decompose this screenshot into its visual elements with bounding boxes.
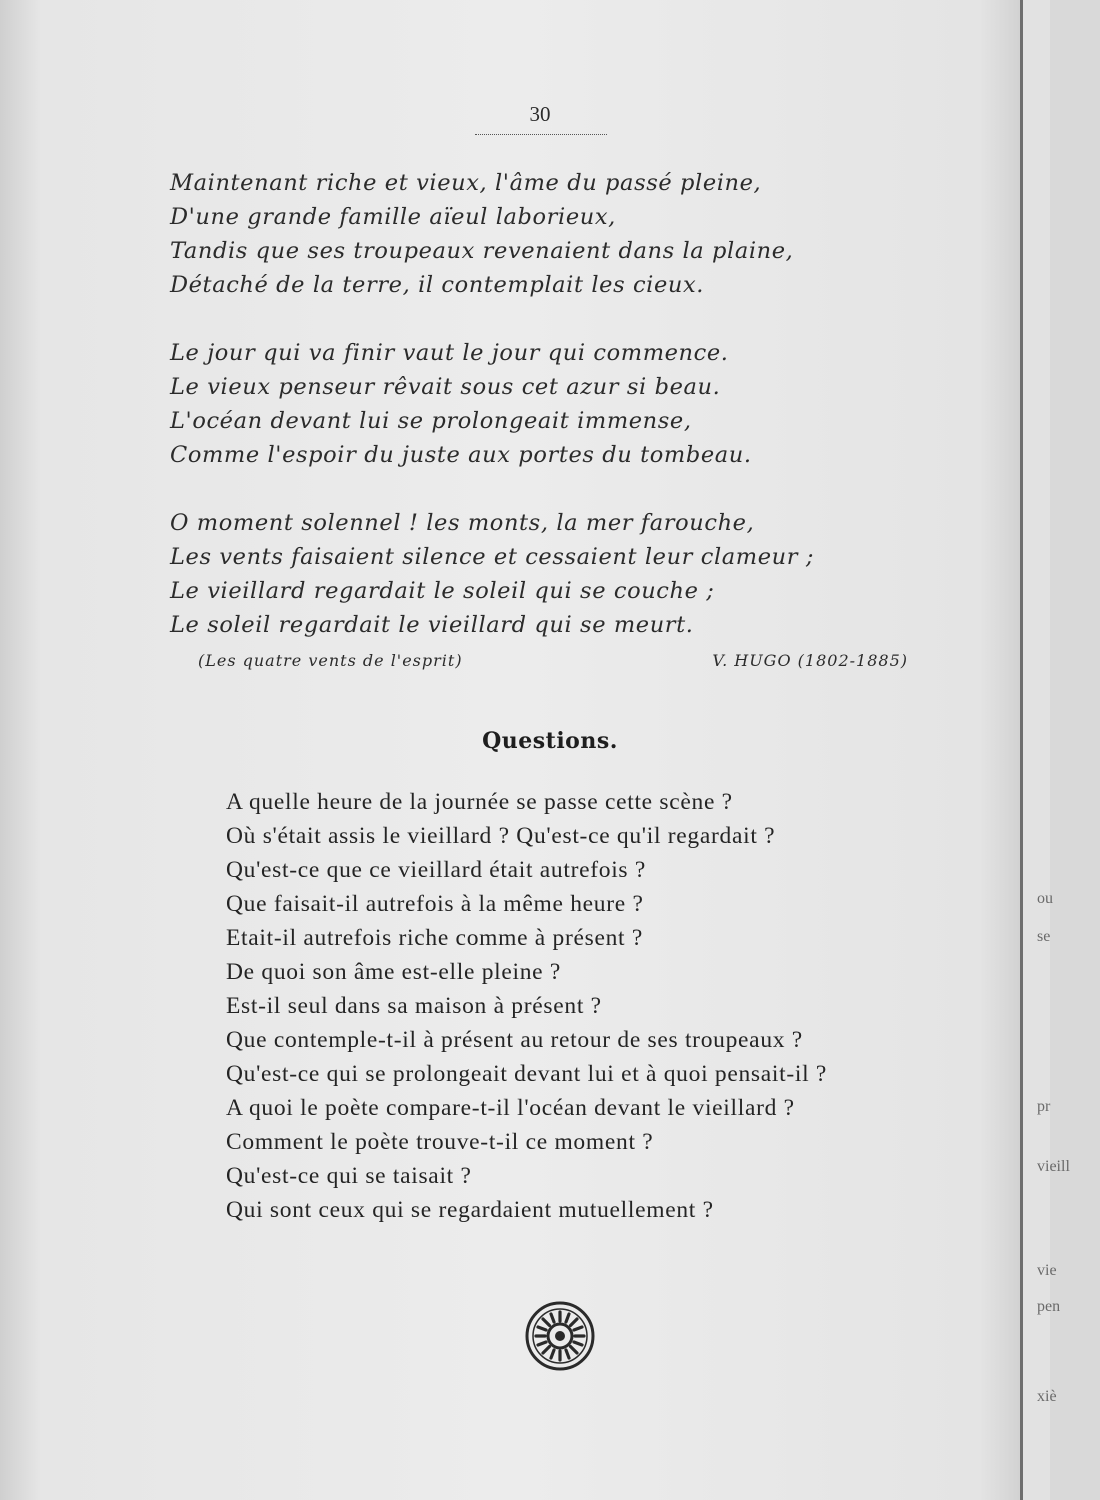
question-item: Etait-il autrefois riche comme à présent ? xyxy=(226,925,643,951)
question-item: Que contemple-t-il à présent au retour de ses troupeaux ? xyxy=(226,1027,803,1053)
questions-list xyxy=(180,785,940,1227)
verse-line: L'océan devant lui se prolongeait immense, xyxy=(170,408,692,434)
question-item: Que faisait-il autrefois à la même heure ? xyxy=(226,891,644,917)
verse-line: D'une grande famille aïeul laborieux, xyxy=(170,204,616,230)
stanza-2 xyxy=(170,336,930,472)
edge-text-fragment: vieill xyxy=(1037,1158,1070,1175)
stanza-1 xyxy=(170,166,930,302)
verse-line: Maintenant riche et vieux, l'âme du passé pleine, xyxy=(170,170,762,196)
edge-text-fragment: pr xyxy=(1037,1098,1051,1115)
stanza-3 xyxy=(170,506,930,642)
question-item: De quoi son âme est-elle pleine ? xyxy=(226,959,562,985)
edge-text-fragment: pen xyxy=(1037,1298,1061,1315)
question-item: Où s'était assis le vieillard ? Qu'est-ce qu'il regardait ? xyxy=(226,823,776,849)
author: V. HUGO (1802-1885) xyxy=(712,651,908,670)
edge-text-fragment: vie xyxy=(1037,1262,1057,1279)
verse-line: Tandis que ses troupeaux revenaient dans la plaine, xyxy=(170,238,794,264)
question-item: Est-il seul dans sa maison à présent ? xyxy=(226,993,602,1019)
rosette-ornament-icon xyxy=(524,1300,596,1372)
verse-line: Le vieux penseur rêvait sous cet azur si beau. xyxy=(170,374,721,400)
question-item: Comment le poète trouve-t-il ce moment ? xyxy=(226,1129,654,1155)
adjacent-page-edge xyxy=(1020,0,1070,1500)
question-item: Qui sont ceux qui se regardaient mutuellement ? xyxy=(226,1197,714,1223)
verse-line: O moment solennel ! les monts, la mer farouche, xyxy=(170,510,755,536)
page-number: 30 xyxy=(529,102,551,126)
edge-text-fragment: se xyxy=(1037,928,1051,945)
work-title: (Les quatre vents de l'esprit) xyxy=(198,651,463,670)
verse-line: Le soleil regardait le vieillard qui se meurt. xyxy=(170,612,694,638)
question-item: Qu'est-ce qui se prolongeait devant lui et à quoi pensait-il ? xyxy=(226,1061,828,1087)
poem xyxy=(170,166,930,676)
verse-line: Le vieillard regardait le soleil qui se couche ; xyxy=(170,578,715,604)
question-item: Qu'est-ce qui se taisait ? xyxy=(226,1163,472,1189)
questions-heading: Questions. xyxy=(482,728,618,754)
page-number-rule xyxy=(475,134,607,135)
question-item: Qu'est-ce que ce vieillard était autrefois ? xyxy=(226,857,646,883)
verse-line: Le jour qui va finir vaut le jour qui commence. xyxy=(170,340,729,366)
edge-text-fragment: xiè xyxy=(1037,1388,1057,1405)
verse-line: Détaché de la terre, il contemplait les cieux. xyxy=(170,272,705,298)
poem-attribution xyxy=(198,651,908,677)
verse-line: Comme l'espoir du juste aux portes du tombeau. xyxy=(170,442,752,468)
question-item: A quelle heure de la journée se passe cette scène ? xyxy=(226,789,733,815)
edge-text-fragment: ou xyxy=(1037,890,1053,907)
verse-line: Les vents faisaient silence et cessaient leur clameur ; xyxy=(170,544,815,570)
question-item: A quoi le poète compare-t-il l'océan devant le vieillard ? xyxy=(226,1095,795,1121)
